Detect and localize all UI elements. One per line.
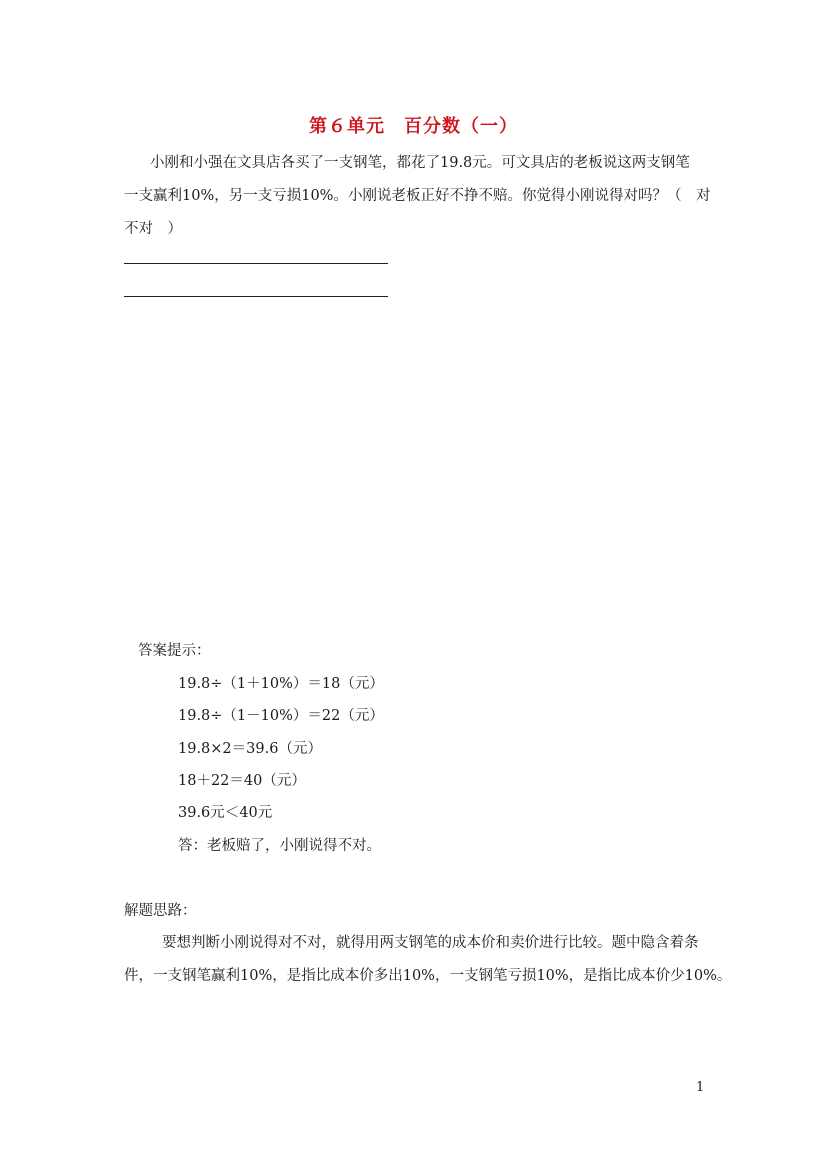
question-line-3: 不对 ） (124, 221, 182, 237)
question-line-1: 小刚和小强在文具店各买了一支钢笔，都花了19.8元。可文具店的老板说这两支钢笔 (150, 155, 690, 171)
answer-step: 19.8÷（1－10%）＝22（元） (178, 708, 384, 724)
question-line-2: 一支赢利10%，另一支亏损10%。小刚说老板正好不挣不赔。你觉得小刚说得对吗？（ 对 (124, 188, 711, 204)
page-number: 1 (696, 1080, 705, 1095)
page-title: 第６单元 百分数（一） (309, 116, 518, 137)
answer-step: 39.6元＜40元 (178, 805, 273, 821)
answer-blank-line-1[interactable] (124, 263, 388, 264)
analysis-line-1: 要想判断小刚说得对不对，就得用两支钢笔的成本价和卖价进行比较。题中隐含着条 (162, 935, 699, 951)
answer-blank-line-2[interactable] (124, 296, 388, 297)
answer-label: 答案提示： (138, 643, 211, 659)
analysis-line-2: 件，一支钢笔赢利10%，是指比成本价多出10%，一支钢笔亏损10%，是指比成本价少10%。 (124, 968, 732, 984)
answer-step: 19.8÷（1＋10%）＝18（元） (178, 676, 384, 692)
analysis-label: 解题思路： (124, 903, 197, 919)
answer-step: 19.8×2＝39.6（元） (178, 741, 322, 757)
answer-step: 18＋22＝40（元） (178, 773, 306, 789)
answer-conclusion: 答：老板赔了，小刚说得不对。 (178, 838, 381, 854)
